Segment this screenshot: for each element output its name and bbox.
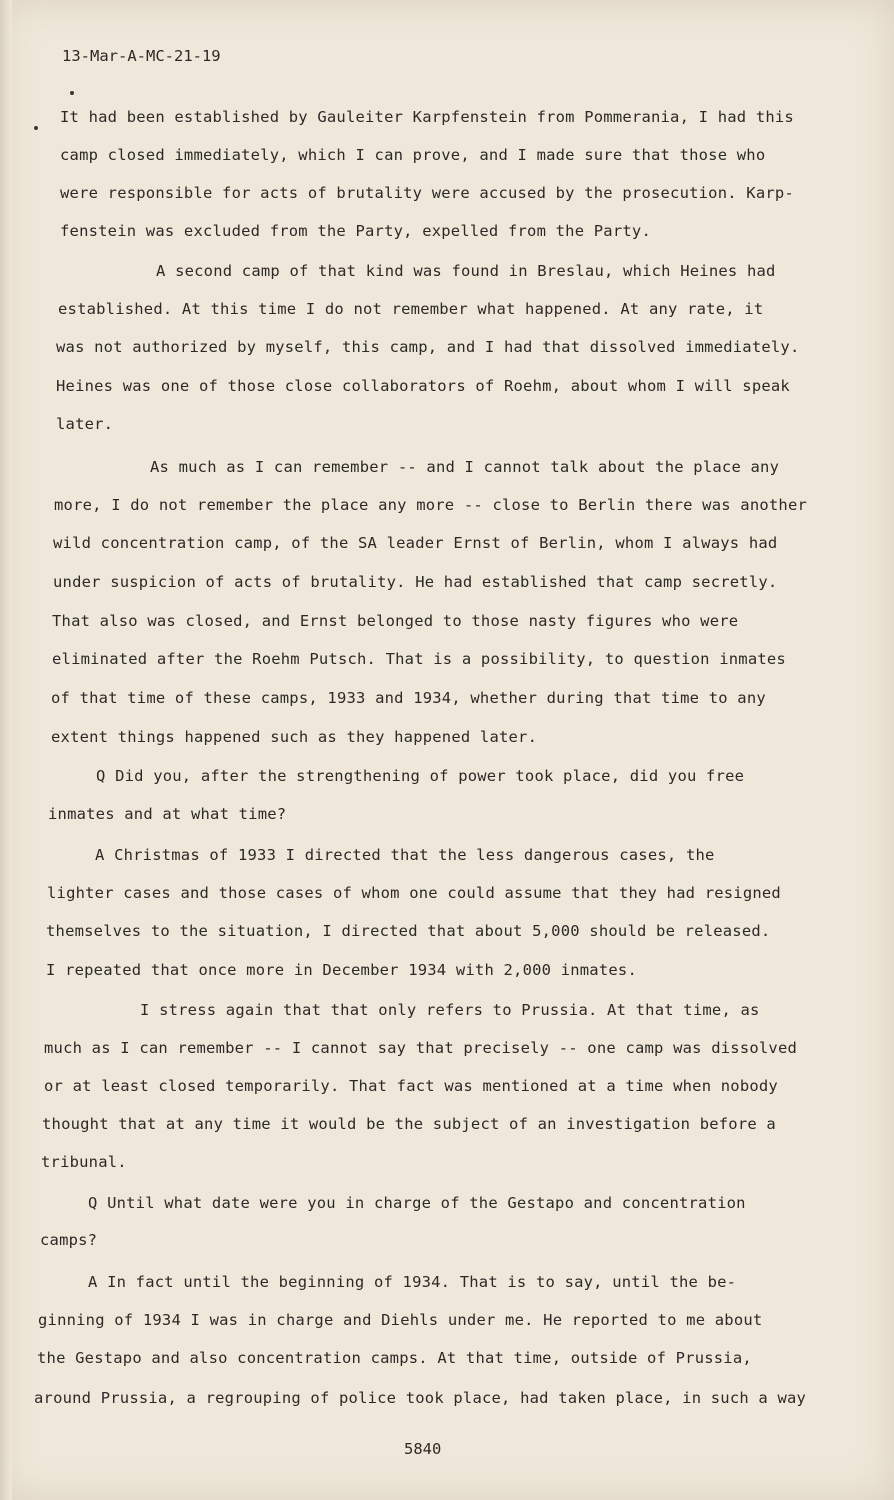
transcript-line: of that time of these camps, 1933 and 1934, whether during that time to any [51, 689, 766, 707]
transcript-line: That also was closed, and Ernst belonged to those nasty figures who were [52, 612, 739, 630]
transcript-line: under suspicion of acts of brutality. He had established that camp secretly. [53, 573, 778, 591]
transcript-line: ginning of 1934 I was in charge and Diehls under me. He reported to me about [38, 1311, 763, 1329]
transcript-line: around Prussia, a regrouping of police took place, had taken place, in such a way [34, 1389, 807, 1407]
transcript-line: was not authorized by myself, this camp, and I had that dissolved immediately. [56, 338, 800, 356]
transcript-line: much as I can remember -- I cannot say that precisely -- one camp was dissolved [44, 1039, 798, 1057]
ink-mark [34, 126, 38, 130]
transcript-line: lighter cases and those cases of whom one could assume that they had resigned [47, 884, 781, 902]
transcript-line: established. At this time I do not remember what happened. At any rate, it [58, 300, 764, 318]
transcript-line: inmates and at what time? [48, 805, 287, 823]
transcript-answer: A In fact until the beginning of 1934. That is to say, until the be- [88, 1273, 737, 1291]
transcript-line: I repeated that once more in December 1934 with 2,000 inmates. [46, 961, 637, 979]
transcript-line: Heines was one of those close collaborators of Roehm, about whom I will speak [56, 377, 790, 395]
transcript-line: were responsible for acts of brutality were accused by the prosecution. Karp- [60, 184, 794, 202]
transcript-line: fenstein was excluded from the Party, expelled from the Party. [60, 222, 651, 240]
transcript-line: I stress again that that only refers to Prussia. At that time, as [140, 1001, 760, 1019]
transcript-line: extent things happened such as they happened later. [51, 728, 538, 746]
page-number: 5840 [404, 1440, 442, 1458]
ink-mark [70, 91, 74, 95]
transcript-question: Q Until what date were you in charge of the Gestapo and concentration [88, 1194, 746, 1212]
transcript-line: wild concentration camp, of the SA leader Ernst of Berlin, whom I always had [53, 534, 778, 552]
transcript-line: It had been established by Gauleiter Karpfenstein from Pommerania, I had this [60, 108, 794, 126]
transcript-line: eliminated after the Roehm Putsch. That is a possibility, to question inmates [52, 650, 786, 668]
transcript-line: the Gestapo and also concentration camps. At that time, outside of Prussia, [37, 1349, 752, 1367]
transcript-line: tribunal. [41, 1153, 127, 1171]
page-edge-shadow [0, 0, 12, 1500]
transcript-question: Q Did you, after the strengthening of power took place, did you free [96, 767, 745, 785]
transcript-line: thought that at any time it would be the subject of an investigation before a [42, 1115, 776, 1133]
transcript-line: camps? [40, 1231, 98, 1249]
transcript-line: camp closed immediately, which I can prove, and I made sure that those who [60, 146, 766, 164]
transcript-line: or at least closed temporarily. That fact was mentioned at a time when nobody [44, 1077, 778, 1095]
transcript-answer: A Christmas of 1933 I directed that the less dangerous cases, the [95, 846, 715, 864]
document-header-code: 13-Mar-A-MC-21-19 [62, 47, 221, 65]
transcript-line: As much as I can remember -- and I cannot talk about the place any [150, 458, 780, 476]
transcript-line: more, I do not remember the place any more -- close to Berlin there was another [54, 496, 808, 514]
transcript-line: later. [56, 415, 114, 433]
transcript-line: themselves to the situation, I directed that about 5,000 should be released. [46, 922, 771, 940]
transcript-line: A second camp of that kind was found in Breslau, which Heines had [156, 262, 776, 280]
